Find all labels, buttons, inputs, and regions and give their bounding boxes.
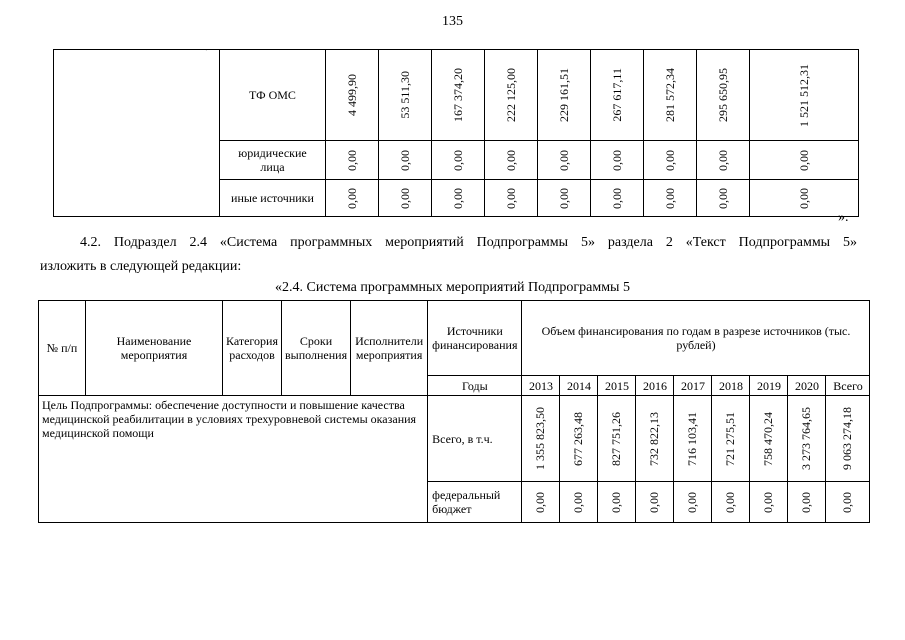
value-cell: 0,00: [533, 491, 548, 513]
value-cell: 0,00: [840, 491, 855, 513]
closing-quote: ».: [838, 210, 849, 225]
value-cell: 0,00: [344, 149, 359, 171]
value-cell: 267 617,11: [609, 68, 624, 122]
program-goal: Цель Подпрограммы: обеспечение доступности и повышение качества медицинской реабилитации в условиях трехуровневой системы оказания медицинской помощи: [39, 396, 428, 523]
value-cell: 222 125,00: [503, 68, 518, 122]
year-cell: 2013: [522, 376, 560, 396]
value-cell: 732 822,13: [647, 411, 662, 466]
value-cell: 9 063 274,18: [840, 407, 855, 470]
value-cell: 0,00: [609, 149, 624, 171]
value-cell: 0,00: [723, 491, 738, 513]
value-cell: 0,00: [796, 149, 811, 171]
header-years-label: Годы: [428, 376, 522, 396]
value-cell: 0,00: [556, 149, 571, 171]
year-cell: 2014: [560, 376, 598, 396]
value-cell: 0,00: [796, 187, 811, 209]
header-num: № п/п: [39, 301, 86, 396]
value-cell: 167 374,20: [450, 68, 465, 122]
empty-cell: [54, 50, 220, 217]
table-row: [39, 396, 870, 482]
amendment-paragraph-line1: 4.2. Подраздел 2.4 «Система программных мероприятий Подпрограммы 5» раздела 2 «Текст Подпрограммы 5»: [80, 235, 857, 250]
value-cell: 827 751,26: [609, 411, 624, 466]
program-measures-table: [38, 300, 870, 523]
value-cell: 0,00: [344, 187, 359, 209]
header-sources: Источники финансирования: [428, 301, 522, 376]
value-cell: 0,00: [571, 491, 586, 513]
value-cell: 0,00: [397, 149, 412, 171]
value-cell: 281 572,34: [662, 68, 677, 122]
value-cell: 0,00: [715, 187, 730, 209]
page-number: 135: [442, 14, 463, 29]
value-cell: 295 650,95: [715, 68, 730, 122]
value-cell: 0,00: [662, 149, 677, 171]
value-cell: 758 470,24: [761, 411, 776, 466]
year-cell: 2016: [636, 376, 674, 396]
value-cell: 0,00: [503, 149, 518, 171]
value-cell: 0,00: [647, 491, 662, 513]
value-cell: 0,00: [715, 149, 730, 171]
amendment-paragraph-line2: изложить в следующей редакции:: [40, 259, 242, 274]
value-cell: 4 499,90: [344, 74, 359, 116]
value-cell: 229 161,51: [556, 68, 571, 122]
value-cell: 0,00: [503, 187, 518, 209]
year-cell: 2017: [674, 376, 712, 396]
year-cell: 2015: [598, 376, 636, 396]
row-label: юридические лица: [220, 141, 326, 180]
value-cell: 3 273 764,65: [799, 407, 814, 470]
header-executors: Исполнители мероприятия: [351, 301, 428, 396]
table-row: [54, 50, 859, 141]
source-label: Всего, в т.ч.: [428, 396, 522, 482]
header-category: Категория расходов: [223, 301, 282, 396]
margin-mark: ·: [205, 46, 208, 55]
value-cell: 0,00: [556, 187, 571, 209]
year-cell: 2019: [750, 376, 788, 396]
value-cell: 0,00: [799, 491, 814, 513]
year-cell: 2018: [712, 376, 750, 396]
value-cell: 0,00: [761, 491, 776, 513]
value-cell: 0,00: [662, 187, 677, 209]
row-label: иные источники: [220, 180, 326, 217]
header-volume: Объем финансирования по годам в разрезе источников (тыс. рублей): [522, 301, 870, 376]
subsection-title: «2.4. Система программных мероприятий Подпрограммы 5: [275, 280, 630, 295]
value-cell: 0,00: [450, 149, 465, 171]
header-terms: Сроки выполнения: [282, 301, 351, 396]
value-cell: 0,00: [609, 187, 624, 209]
row-label: ТФ ОМС: [220, 50, 326, 141]
top-financing-table: [53, 49, 859, 217]
value-cell: 677 263,48: [571, 411, 586, 466]
header-row: [39, 301, 870, 376]
value-cell: 0,00: [450, 187, 465, 209]
value-cell: 721 275,51: [723, 411, 738, 466]
value-cell: 0,00: [397, 187, 412, 209]
value-cell: 1 355 823,50: [533, 407, 548, 470]
value-cell: 0,00: [685, 491, 700, 513]
value-cell: 53 511,30: [397, 71, 412, 119]
value-cell: 716 103,41: [685, 411, 700, 466]
header-name: Наименование мероприятия: [86, 301, 223, 396]
year-cell: Всего: [826, 376, 870, 396]
source-label: федеральный бюджет: [428, 482, 522, 523]
value-cell: 0,00: [609, 491, 624, 513]
year-cell: 2020: [788, 376, 826, 396]
value-cell: 1 521 512,31: [796, 63, 811, 127]
